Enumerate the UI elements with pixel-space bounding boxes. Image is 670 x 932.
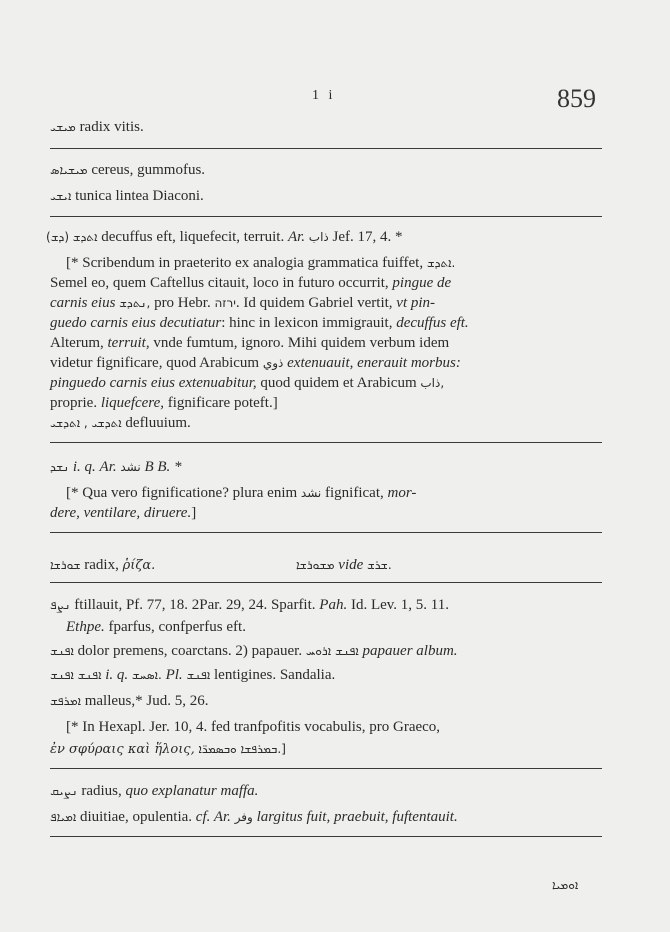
reference: Jef. 17, 4. * bbox=[332, 229, 403, 245]
note-italic: largitus fuit, praebuit, fuftentauit. bbox=[256, 809, 458, 825]
arabic-label: Ar. bbox=[99, 459, 117, 475]
arabic-word: ذاب bbox=[308, 230, 329, 244]
entry-diuitiae bbox=[50, 808, 458, 826]
note-italic: vide bbox=[338, 557, 364, 573]
note-text: : hinc in lexicon immigrauit, bbox=[221, 315, 393, 331]
syriac-word: ܫܪܫ. bbox=[367, 558, 392, 572]
entry-radius bbox=[50, 782, 258, 800]
note-italic: terruit, bbox=[107, 335, 150, 351]
note-italic: guedo carnis eius decutiatur bbox=[50, 315, 222, 331]
greek-phrase: ἐν σφύραις καὶ ἥλοις, bbox=[50, 742, 195, 757]
arabic-word: ذاب, bbox=[420, 376, 445, 390]
note-line bbox=[66, 254, 455, 272]
syriac-headword: ܢܨܦ bbox=[50, 598, 71, 612]
syriac-headword: ܐܦܢܫ bbox=[50, 644, 74, 658]
section-rule bbox=[50, 582, 602, 583]
note-text: . Id quidem Gabriel vertit, bbox=[235, 295, 393, 311]
note-italic: pingue de bbox=[392, 275, 452, 291]
root-paren: (ܕܫ) bbox=[46, 230, 70, 244]
note-text: fignificare poteft.] bbox=[167, 395, 278, 411]
note-text: pro Hebr. bbox=[154, 295, 211, 311]
note-line bbox=[50, 294, 435, 312]
definition: tunica lintea Diaconi. bbox=[75, 188, 204, 204]
note-line bbox=[66, 718, 440, 736]
note-text: proprie. bbox=[50, 395, 98, 411]
syriac-word: ܐܦܢܫ bbox=[186, 668, 211, 682]
section-rule bbox=[50, 532, 602, 533]
note-italic: i. q. bbox=[105, 667, 129, 683]
catchword: ܐܘܡܝܐ bbox=[552, 878, 579, 892]
syriac-headword: ܢܫܕ bbox=[50, 460, 70, 474]
arabic-word: وفر bbox=[234, 810, 253, 824]
note-italic: carnis eius bbox=[50, 295, 116, 311]
arabic-word: نشد bbox=[120, 460, 141, 474]
entry-nashad bbox=[50, 458, 182, 476]
syriac-headword: ܐܬܕܫ bbox=[72, 230, 98, 244]
entry-stillauit bbox=[50, 596, 449, 614]
definition: radix vitis. bbox=[79, 119, 144, 135]
note-line bbox=[50, 740, 286, 759]
note-text: Alterum, bbox=[50, 335, 104, 351]
note-line bbox=[66, 484, 416, 502]
note-italic: vt pin- bbox=[396, 295, 436, 311]
note-line bbox=[50, 504, 196, 522]
syriac-headword: ܐܦܢܫ ܐܦܢܫ bbox=[50, 668, 102, 682]
note-italic: Pah. bbox=[319, 597, 348, 613]
entry-cross-ref bbox=[296, 556, 392, 574]
note-italic: Ethpe. bbox=[66, 619, 105, 635]
syriac-headword: ܡܝܫܝ bbox=[50, 120, 76, 134]
note-text: vnde fumtum, ignoro. Mihi quidem verbum idem bbox=[153, 335, 450, 351]
note-text: videtur fignificare, quod Arabicum bbox=[50, 355, 260, 371]
note-text: [* Qua vero fignificatione? plura enim bbox=[66, 485, 298, 501]
definition: radius, bbox=[81, 783, 122, 799]
syriac-headword: ܐܝܫܝ bbox=[50, 189, 72, 203]
syriac-word: ܢܬܕܫ, bbox=[119, 296, 151, 310]
note-italic: papauer album. bbox=[362, 643, 458, 659]
greek-word: ῥίζα. bbox=[122, 558, 156, 573]
note-text: [* Scribendum in praeterito ex analogia grammatica fuiffet, bbox=[66, 255, 424, 271]
definition: decuffus eft, liquefecit, terruit. bbox=[101, 229, 285, 245]
note-line bbox=[50, 374, 444, 392]
note-italic: quo explanatur maffa. bbox=[125, 783, 259, 799]
note-italic: Pl. bbox=[165, 667, 183, 683]
note-italic: decuffus eft. bbox=[396, 315, 469, 331]
entry-cereus bbox=[50, 161, 205, 179]
note-line bbox=[50, 274, 451, 292]
arabic-word: ذوي bbox=[262, 356, 284, 370]
note-line bbox=[50, 394, 278, 412]
entry-radix-vitis bbox=[50, 118, 144, 136]
note-italic: pinguedo carnis eius extenuabitur, bbox=[50, 375, 257, 391]
entry-decussus bbox=[46, 228, 403, 246]
entry-ethpe bbox=[66, 618, 246, 636]
definition: fparfus, confperfus eft. bbox=[108, 619, 246, 635]
signature-mark: 1 i bbox=[312, 88, 336, 103]
definition: lentigines. Sandalia. bbox=[214, 667, 336, 683]
note-line bbox=[50, 354, 461, 372]
section-rule bbox=[50, 768, 602, 769]
entry-defluuium bbox=[50, 414, 191, 432]
hebrew-word: ירזה bbox=[214, 296, 236, 310]
syriac-headword: ܐܡܝܐܦ bbox=[50, 810, 77, 824]
definition: dolor premens, coarctans. 2) papauer. bbox=[77, 643, 303, 659]
syriac-headword: ܐܡܪܦܫ bbox=[50, 694, 81, 708]
definition: malleus,* Jud. 5, 26. bbox=[84, 693, 209, 709]
definition: ftillauit, Pf. 77, 18. 2Par. 29, 24. Sparfit. bbox=[74, 597, 316, 613]
syriac-word: ܐܬܕܫ. bbox=[426, 256, 456, 270]
note-text: [* In Hexapl. Jer. 10, 4. fed tranfpofitis vocabulis, pro Graeco, bbox=[66, 719, 441, 735]
note-text: Semel eo, quem Caftellus citauit, loco in futuro occurrit, bbox=[50, 275, 389, 291]
syriac-headword: ܢܨܝܩ bbox=[50, 784, 78, 798]
note-line bbox=[50, 314, 469, 332]
note-italic: dere, ventilare, diruere. bbox=[50, 505, 192, 521]
note-text: ] bbox=[191, 505, 197, 521]
entry-tunica bbox=[50, 187, 204, 205]
entry-lentigines bbox=[50, 666, 335, 684]
note-text: fignificat, bbox=[325, 485, 384, 501]
note-text: quod quidem et Arabicum bbox=[260, 375, 417, 391]
note-italic: i. q. bbox=[72, 459, 96, 475]
section-rule bbox=[50, 442, 602, 443]
syriac-headword: ܐܬܕܫܝ bbox=[50, 416, 81, 430]
syriac-headword: ܐܬܕܫܝ , bbox=[83, 416, 122, 430]
syriac-headword: ܫܘܪܫܐ bbox=[50, 558, 81, 572]
syriac-word: ܐܦܢܫ ܐܪܘܚ bbox=[305, 644, 359, 658]
arabic-word: نشد bbox=[300, 486, 322, 500]
page-number: 859 bbox=[557, 84, 596, 113]
syriac-phrase: ܒܡܪܦܫܐ ܘܒܣܡܪ̈ܐ.] bbox=[198, 742, 286, 756]
definition: cereus, gummofus. bbox=[91, 162, 206, 178]
note-italic: liquefcere, bbox=[100, 395, 164, 411]
note-line bbox=[50, 334, 449, 352]
syriac-word: ܐܣܚܫ. bbox=[131, 668, 162, 682]
arabic-label: Ar. bbox=[287, 229, 306, 245]
section-rule bbox=[50, 148, 602, 149]
reference: Id. Lev. 1, 5. 11. bbox=[350, 597, 449, 613]
section-rule bbox=[50, 836, 602, 837]
definition: defluuium. bbox=[125, 415, 191, 431]
entry-dolor bbox=[50, 642, 458, 660]
entry-malleus bbox=[50, 692, 208, 710]
entry-radix bbox=[50, 556, 155, 575]
note-italic: cf. Ar. bbox=[195, 809, 231, 825]
note-italic: extenuauit, enerauit morbus: bbox=[287, 355, 461, 371]
definition: diuitiae, opulentia. bbox=[79, 809, 193, 825]
definition: radix, bbox=[84, 557, 119, 573]
syriac-headword: ܡܝܫܝܐܣ bbox=[50, 163, 88, 177]
syriac-headword: ܡܫܘܪܫܐ bbox=[296, 558, 335, 572]
abbrev: B B. * bbox=[144, 459, 182, 475]
section-rule bbox=[50, 216, 602, 217]
note-italic: mor- bbox=[387, 485, 417, 501]
